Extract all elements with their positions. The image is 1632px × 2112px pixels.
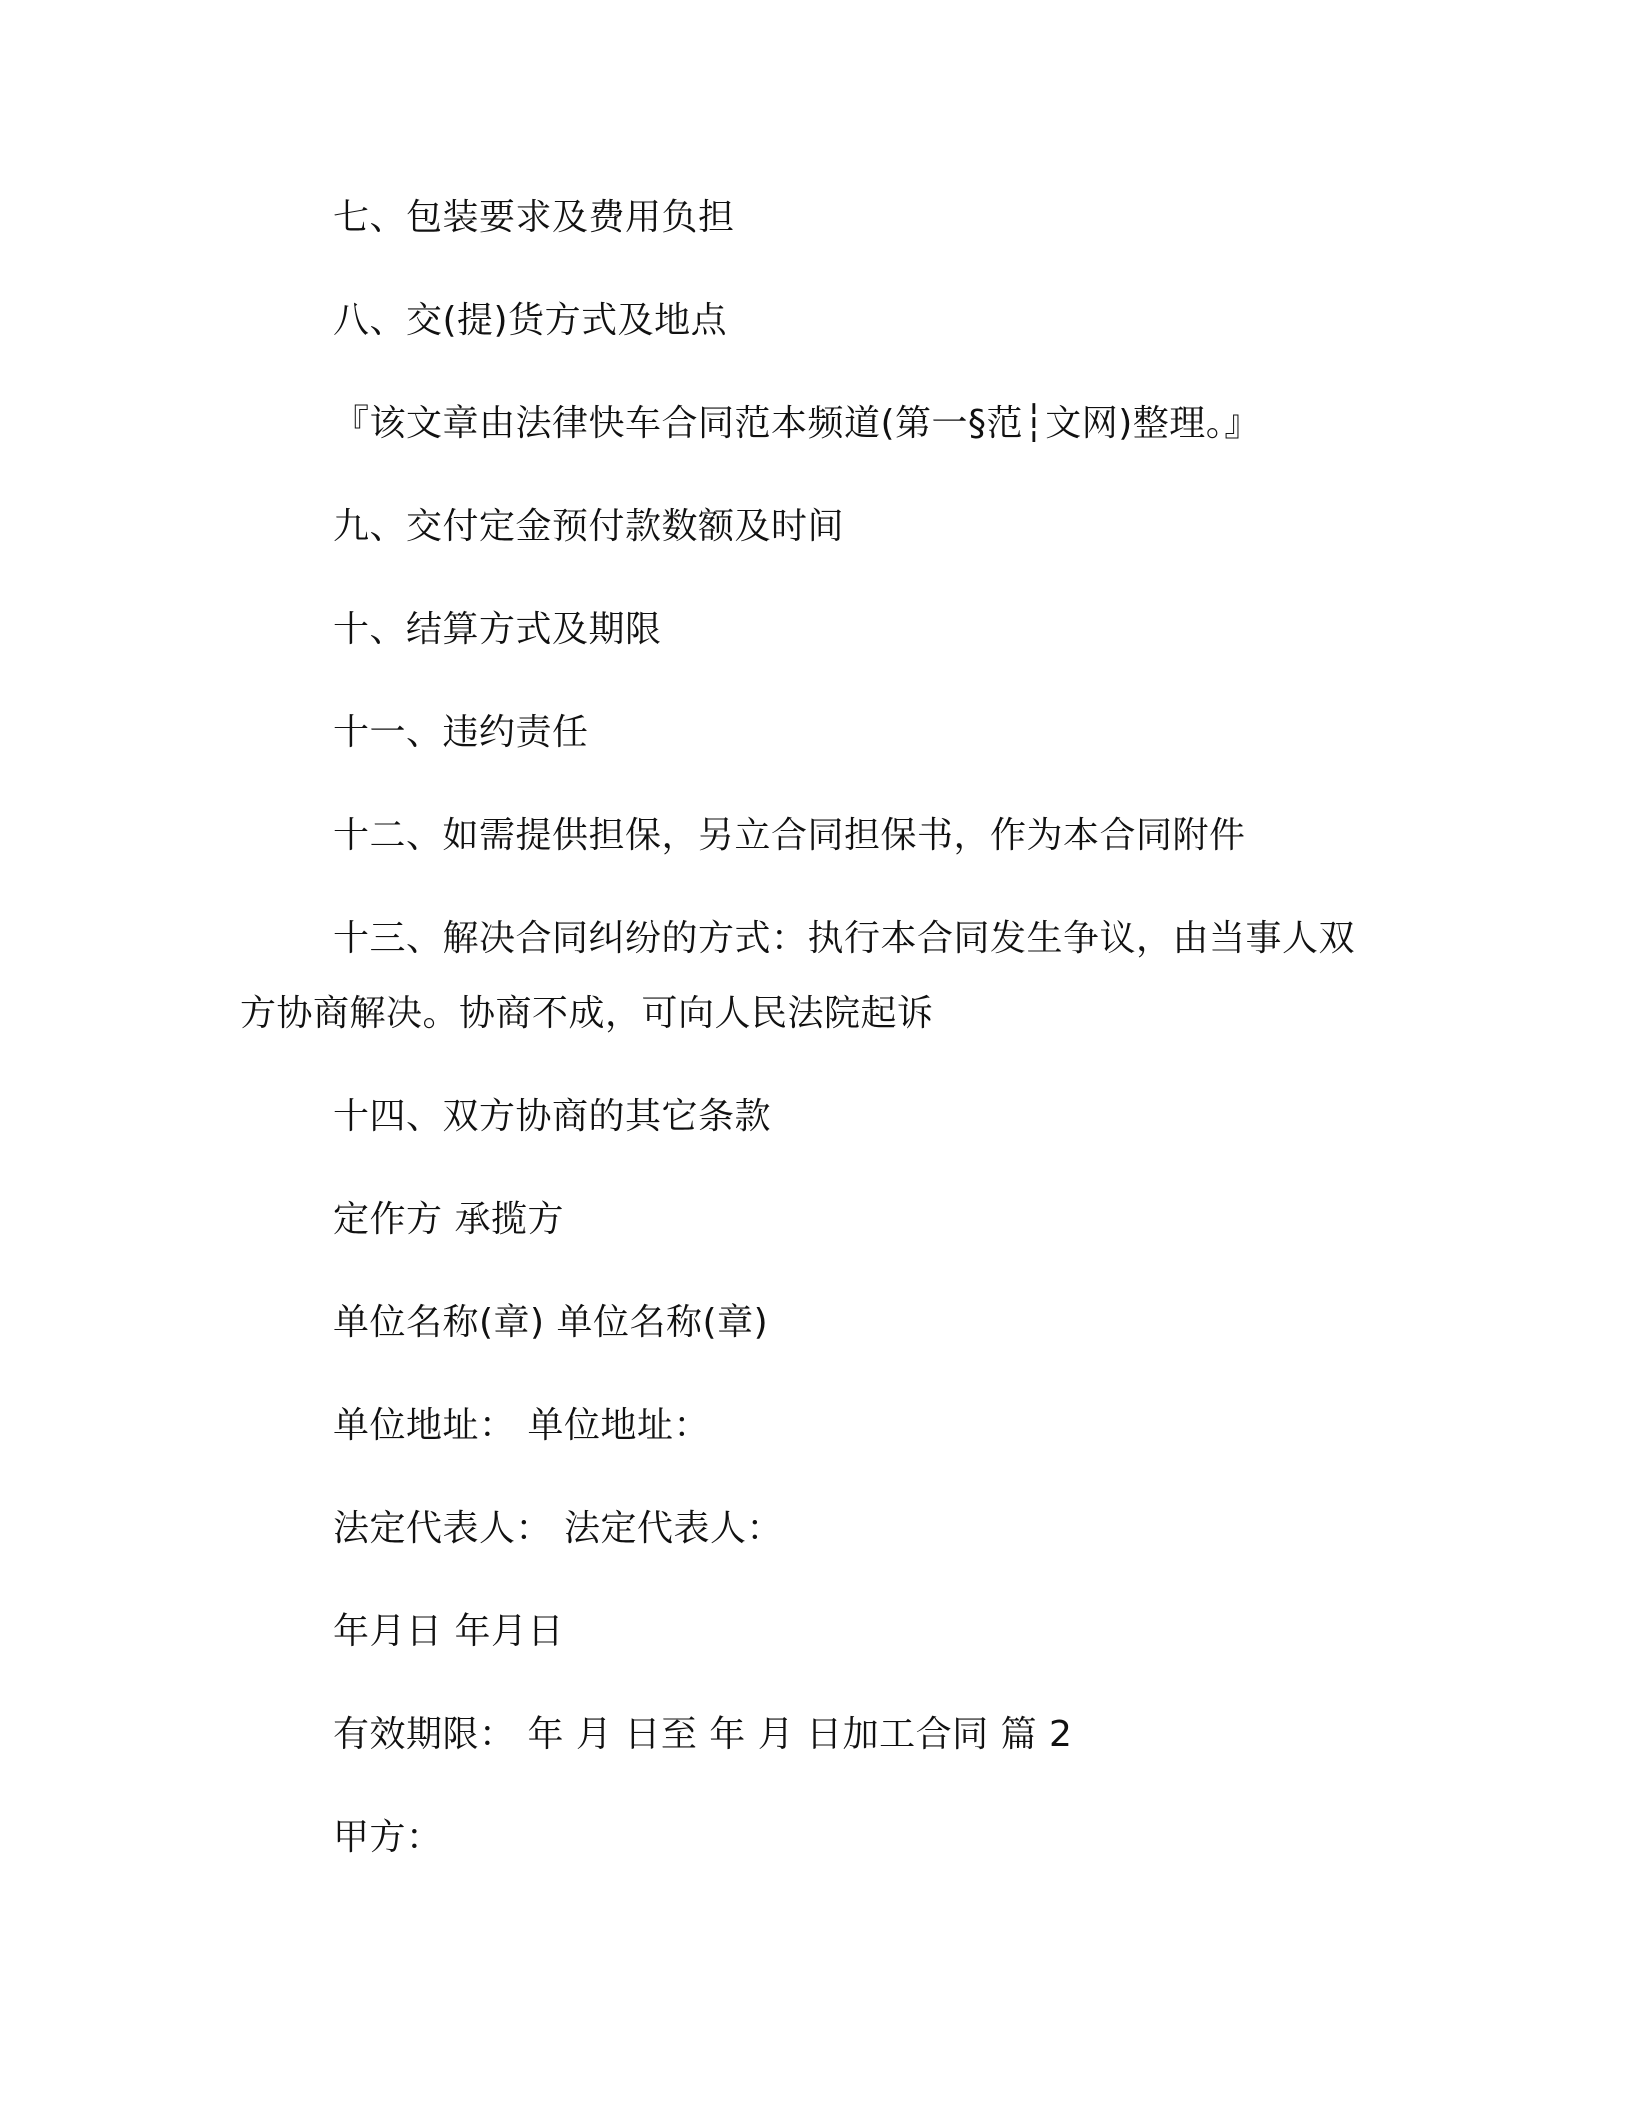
validity-period: 有效期限： 年 月 日至 年 月 日加工合同 篇 2 xyxy=(333,1714,1073,1755)
source-note: 『该文章由法律快车合同范本频道(第一§范┆文网)整理。』 xyxy=(333,403,1261,444)
clause-11-liability: 十一、违约责任 xyxy=(333,712,589,753)
signature-date: 年月日 年月日 xyxy=(333,1611,564,1652)
signature-legal-rep: 法定代表人： 法定代表人： xyxy=(333,1508,783,1549)
clause-14-other-terms: 十四、双方协商的其它条款 xyxy=(333,1096,772,1137)
signature-unit-address: 单位地址： 单位地址： xyxy=(333,1405,710,1446)
signature-unit-name: 单位名称(章) 单位名称(章) xyxy=(333,1302,769,1343)
clause-7-packaging: 七、包装要求及费用负担 xyxy=(333,197,735,238)
clause-13-dispute: 十三、解决合同纠纷的方式：执行本合同发生争议，由当事人双 xyxy=(333,918,1356,959)
clause-10-settlement: 十、结算方式及期限 xyxy=(333,609,662,650)
clause-9-deposit: 九、交付定金预付款数额及时间 xyxy=(333,506,845,547)
clause-12-guarantee: 十二、如需提供担保，另立合同担保书，作为本合同附件 xyxy=(333,815,1246,856)
clause-13-dispute-continued: 方协商解决。协商不成，可向人民法院起诉 xyxy=(240,993,934,1034)
signature-parties: 定作方 承揽方 xyxy=(333,1199,564,1240)
party-a: 甲方： xyxy=(333,1817,443,1858)
clause-8-delivery: 八、交(提)货方式及地点 xyxy=(333,300,728,341)
